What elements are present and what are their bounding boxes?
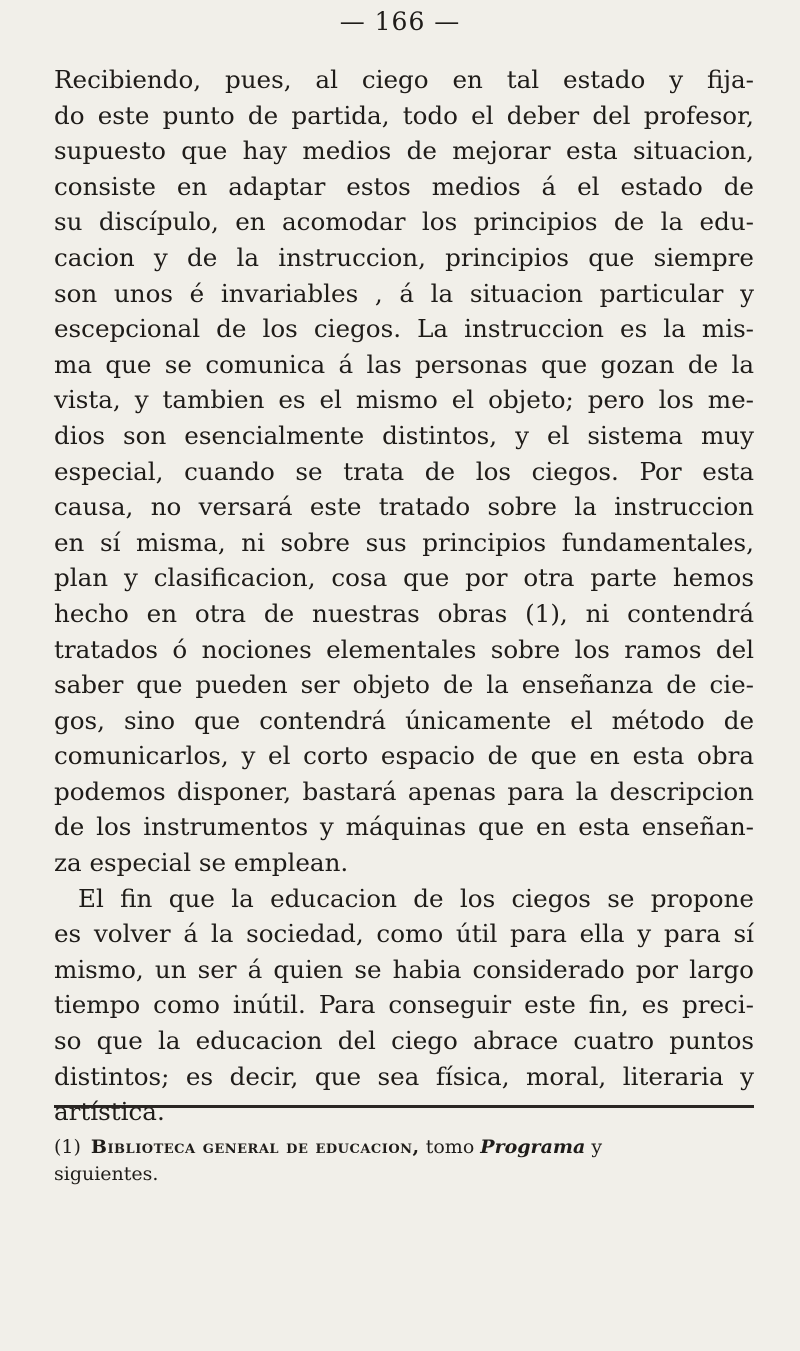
text-line: gos, sino que contendrá únicamente el método de — [54, 705, 754, 735]
text-line: su discípulo, en acomodar los principios de la edu- — [54, 207, 754, 237]
text-line: ma que se comunica á las personas que gozan de la — [54, 349, 754, 379]
text-line: artística. — [54, 1097, 165, 1127]
footnote-marker: (1) — [54, 1136, 81, 1158]
text-line: son unos é invariables , á la situacion particular y — [54, 278, 754, 308]
text-line: distintos; es decir, que sea física, moral, literaria y — [54, 1061, 754, 1091]
text-line: vista, y tambien es el mismo el objeto; pero los me- — [54, 385, 754, 415]
text-line: El fin que la educacion de los ciegos se propone — [78, 883, 754, 913]
text-line: especial, cuando se trata de los ciegos. Por esta — [54, 456, 754, 486]
text-line: plan y clasificacion, cosa que por otra parte hemos — [54, 563, 754, 593]
text-line: en sí misma, ni sobre sus principios fundamentales, — [54, 527, 754, 557]
footnote — [54, 1134, 754, 1188]
footnote-line: siguientes. — [54, 1163, 159, 1185]
text-line: do este punto de partida, todo el deber del profesor, — [54, 100, 754, 130]
text-line: mismo, un ser á quien se habia considerado por largo — [54, 954, 754, 984]
text-line: saber que pueden ser objeto de la enseñanza de cie- — [54, 670, 754, 700]
text-line: podemos disponer, bastará apenas para la descripcion — [54, 776, 754, 806]
text-line: so que la educacion del ciego abrace cuatro puntos — [54, 1026, 754, 1056]
text-line: consiste en adaptar estos medios á el estado de — [54, 171, 754, 201]
text-line: hecho en otra de nuestras obras (1), ni contendrá — [54, 598, 754, 628]
text-line: causa, no versará este tratado sobre la instruccion — [54, 492, 754, 522]
page-number: — 166 — — [339, 7, 461, 36]
footnote-source: Biblioteca general de educacion, — [90, 1136, 420, 1158]
text-line: comunicarlos, y el corto espacio de que en esta obra — [54, 741, 754, 771]
text-line: de los instrumentos y máquinas que en esta enseñan- — [54, 812, 754, 842]
body-text — [54, 62, 754, 1130]
text-line: supuesto que hay medios de mejorar esta situacion, — [54, 136, 754, 166]
text-line: Recibiendo, pues, al ciego en tal estado y fija- — [54, 65, 754, 94]
text-line: tiempo como inútil. Para conseguir este fin, es preci- — [54, 990, 754, 1020]
footnote-line — [54, 1134, 754, 1161]
text-line: za especial se emplean. — [54, 848, 349, 878]
text-line: es volver á la sociedad, como útil para ella y para sí — [54, 919, 754, 949]
footnote-divider — [54, 1105, 754, 1108]
text-line: cacion y de la instruccion, principios que siempre — [54, 242, 754, 272]
footnote-text: tomo — [419, 1136, 481, 1158]
footnote-title: Programa — [480, 1136, 586, 1158]
footnote-text: y — [585, 1136, 603, 1158]
text-line: dios son esencialmente distintos, y el sistema muy — [54, 420, 754, 450]
text-line: tratados ó nociones elementales sobre los ramos del — [54, 634, 754, 664]
text-line: escepcional de los ciegos. La instruccion es la mis- — [54, 314, 754, 344]
